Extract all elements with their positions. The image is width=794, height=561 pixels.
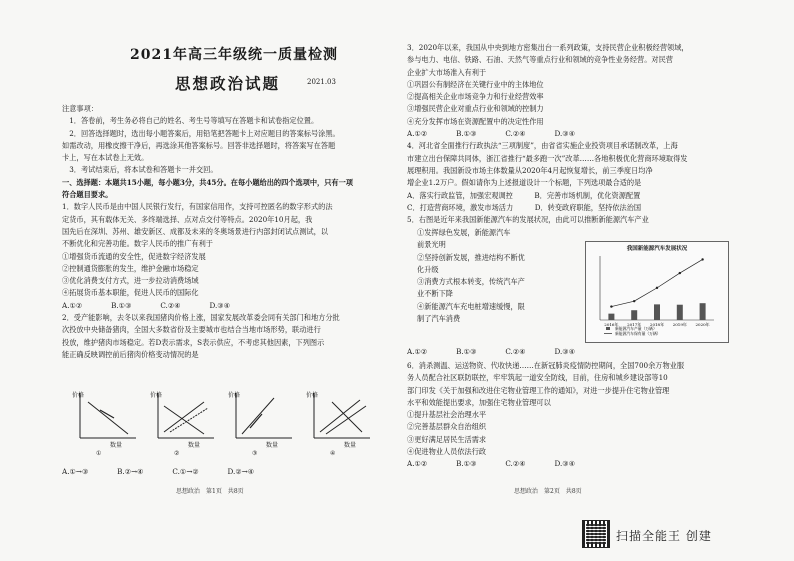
text-line: 定货币，其有载体无关、多终端选择、点对点交付等特点。2020年10月起，我 — [62, 214, 313, 224]
text-line: 能正确反映调控前后猪肉价格变动情况的是 — [62, 349, 199, 359]
option-item: ③优化消费支付方式，进一步拉动消费场域 — [62, 276, 199, 286]
text-line: 不断优化和完善功能。数字人民币的推广有利于 — [62, 239, 213, 249]
option-item: ①发挥绿色发展，新能源汽车 — [417, 228, 511, 237]
chart-tick-label: 2019年 — [672, 322, 687, 327]
option-item: ①增强货币流通的安全性，促进数字经济发展 — [62, 251, 206, 261]
chart-legend-label: 新能源汽车产量（万辆） — [615, 326, 657, 331]
chart-bar — [677, 305, 683, 320]
option-item: 化升级 — [417, 264, 439, 274]
text-line: 务人员配合社区联防联控，牢牢筑起一道安全防线，目前，住房和城乡建设部等10 — [407, 373, 668, 383]
question-5: 5．右图是近年来我国新能源汽车的发展状况，由此可以推断新能源汽车产业 — [407, 215, 649, 225]
answer-options: A.①② B.①③ C.②④ D.③④ — [407, 347, 576, 356]
option-item: ③消费方式根本转变，传统汽车产 — [417, 277, 525, 287]
exam-code: 2021.03 — [307, 78, 336, 86]
text-line: 增企业1.2万户。假如请你为上述报道设计一个标题，下列选项最合适的是 — [407, 178, 642, 188]
text-line: 2．回答选择题时，选出每小题答案后，用铅笔把答题卡上对应题目的答案标号涂黑。 — [62, 128, 340, 138]
price-label: 价格 — [150, 392, 163, 399]
graph-number: ④ — [330, 450, 336, 457]
chart-bar — [654, 304, 660, 320]
question-2: 2．受产能影响，去冬以来我国猪肉价格上涨，国家发展改革委会同有关部门和地方分批 — [62, 313, 340, 323]
chart-bar — [631, 310, 637, 320]
quantity-label: 数量 — [110, 442, 123, 449]
option-item: 制了汽车消费 — [417, 314, 461, 324]
option-item: A．落实行政监管，加强宏观调控 B．完善市场机制，优化资源配置 — [407, 190, 641, 200]
section-heading: 符合题目要求。 — [62, 190, 113, 200]
supply-demand-graphs — [70, 388, 390, 458]
graph-4 — [304, 388, 374, 458]
chart-series-line — [611, 259, 702, 306]
text-line: 企业扩大市场准入有利于 — [407, 67, 487, 77]
text-line: 市建立出台保障共同体，浙江省推行“最多跑一次”改革……各地积极优化营商环境取得发 — [407, 153, 688, 163]
price-label: 价格 — [306, 392, 319, 399]
price-label: 价格 — [72, 392, 85, 399]
option-item: C．打造营商环境，激发市场活力 D．转变政府职能，坚持依法治国 — [407, 202, 642, 212]
text-line: 如需改动，用橡皮擦干净后，再选涂其他答案标号。回答非选择题时，将答案写在答题 — [62, 140, 336, 150]
text-line: 投放，维护猪肉市场稳定。若D表示需求，S表示供应，不考虑其他因素，下列图示 — [62, 337, 325, 347]
option-item: 前景光明 — [417, 240, 446, 250]
chart-bar — [700, 303, 706, 320]
answer-options: A.①② B.①③ C.②④ D.③④ — [62, 300, 231, 310]
q2-options-block — [62, 466, 380, 478]
qr-code-icon — [582, 520, 610, 548]
text-line: 注意事项： — [62, 104, 98, 113]
option-item: ②坚持创新发展，推进结构不断优 — [417, 252, 525, 262]
question-3: 3．2020年以来，我国从中央到地方密集出台一系列政策，支持民营企业积极经营领域， — [407, 43, 689, 52]
chart-tick-label: 2017年 — [627, 322, 642, 327]
scanner-watermark: 扫描全能王 创建 — [616, 529, 712, 543]
graph-number: ③ — [252, 450, 258, 457]
chart-legend-swatch — [606, 327, 610, 330]
option-item: ④拓展货币基本职能，促进人民币的国际化 — [62, 288, 199, 298]
answer-options: A.①② B.①③ C.②④ D.③④ — [407, 459, 576, 469]
question-6: 6．消杀测温、运送物资、代收快递……在新冠肺炎疫情防控期间，全国700余万物业服 — [407, 361, 685, 370]
chart-legend-label: 新能源汽车保有量（万辆） — [615, 331, 661, 336]
text-line: 部门印发《关于加强和改进住宅物业管理工作的通知》，对进一步提升住宅物业管理 — [407, 385, 670, 395]
graph-2 — [148, 388, 218, 458]
quantity-label: 数量 — [188, 442, 201, 449]
option-item: ③更好满足居民生活需求 — [407, 434, 487, 444]
q5-options-block — [407, 346, 729, 358]
chart-bar — [608, 314, 614, 320]
exam-title: 2021年高三年级统一质量检测 — [130, 47, 338, 63]
price-label: 价格 — [228, 392, 241, 399]
quantity-label: 数量 — [266, 442, 279, 449]
text-line: 卡上，写在本试卷上无效。 — [62, 153, 149, 163]
graph-number: ① — [96, 450, 102, 457]
right-column-lower — [407, 360, 729, 471]
text-line: 水平和效能提出要求，加强住宅物业管理可以 — [407, 397, 551, 407]
text-line: 国先后在深圳、苏州、雄安新区、成都及未来的冬奥场景进行内部封闭试点测试，以 — [62, 226, 328, 236]
option-item: ③增强民营企业对重点行业和领域的控制力 — [407, 104, 544, 114]
page-footer-left: 思想政治 第1页 共8页 — [176, 488, 244, 495]
graph-3 — [226, 388, 296, 458]
graph-1 — [70, 388, 140, 458]
option-item: ①提升基层社会治理水平 — [407, 410, 487, 420]
text-line: 次投放中央储备猪肉，全国大多数省份及主要城市也结合当地市场形势，联动进行 — [62, 325, 321, 335]
question-4: 4．河北省全面推行行政执法“三项制度”，由省省实施企业投资项目承诺制改革，上海 — [407, 141, 678, 151]
chart-tick-label: 2020年 — [695, 322, 710, 327]
text-line: 展理积用。我国新设市场主体数量从2020年4月起恢复增长，前三季度日均净 — [407, 165, 653, 175]
chart-svg — [586, 242, 728, 340]
section-heading: 一、选择题：本题共15小题，每小题3分，共45分。在每小题给出的四个选项中，只有一项 — [62, 177, 353, 187]
chart-title: 我国新能源汽车发展状况 — [626, 246, 688, 252]
option-item: ④新能源汽车充电桩增速缓慢，限 — [417, 301, 525, 311]
option-item: 业不断下降 — [417, 289, 453, 299]
chart-tick-label: 2016年 — [604, 322, 619, 327]
question-1: 1．数字人民币是由中国人民银行发行，有国家信用作，支持可控匿名的数字形式的法 — [62, 202, 333, 212]
page-footer-right: 思想政治 第2页 共8页 — [514, 488, 582, 495]
text-line: 3．考试结束后，将本试卷和答题卡一并交回。 — [62, 165, 218, 175]
q5-items — [417, 227, 582, 325]
option-item: ②控制通货膨胀的发生，维护金融市场稳定 — [62, 263, 199, 273]
text-line: 1．答卷前，考生务必将自己的姓名、考生号等填写在答题卡和试卷指定位置。 — [62, 116, 319, 126]
quantity-label: 数量 — [344, 442, 357, 449]
answer-options: A.①② B.①③ C.②④ D.③④ — [407, 129, 576, 139]
answer-options: A.①→③ B.②→④ C.①→② D.②→④ — [62, 467, 255, 476]
exam-subtitle: 思想政治试题 — [175, 74, 281, 93]
option-item: ②提高相关企业市场竞争力和行业经营效率 — [407, 92, 544, 102]
option-item: ④促进物业人员依法行政 — [407, 447, 487, 457]
option-item: ④充分发挥市场在资源配置中的决定性作用 — [407, 116, 544, 126]
ev-chart — [585, 241, 729, 343]
graph-number: ② — [174, 450, 180, 457]
chart-tick-label: 2018年 — [649, 322, 665, 327]
right-column — [407, 42, 729, 226]
left-column — [62, 103, 380, 361]
option-item: ①巩固公有制经济在关键行业中的主体地位 — [407, 79, 544, 89]
text-line: 参与电力、电信、铁路、石油、天然气等重点行业和领域的竞争性业务经营。对民营 — [407, 55, 673, 65]
option-item: ②完善基层群众自治组织 — [407, 422, 487, 432]
